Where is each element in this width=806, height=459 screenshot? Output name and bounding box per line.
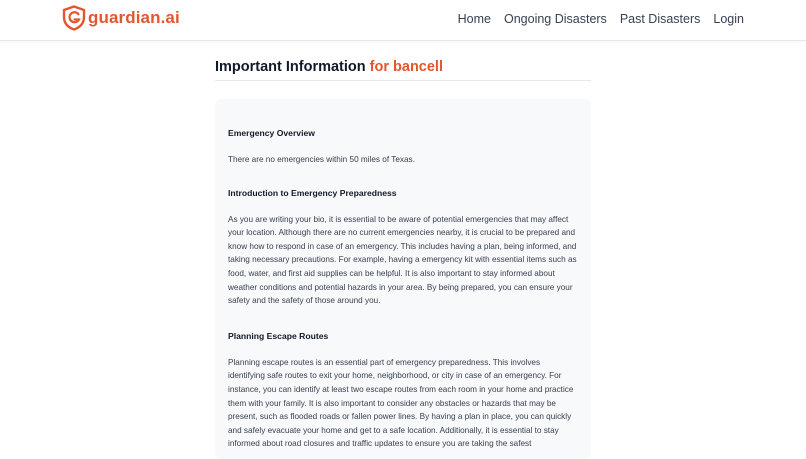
shield-icon — [62, 5, 86, 31]
brand-logo[interactable] — [62, 5, 180, 31]
nav-ongoing-disasters[interactable]: Ongoing Disasters — [503, 12, 607, 26]
page-title-user: for bancell — [369, 59, 443, 75]
page-title-text: Important Information — [215, 59, 366, 75]
navbar — [0, 0, 806, 41]
main-nav — [458, 12, 744, 26]
section-body: There are no emergencies within 50 miles of Texas. — [228, 155, 415, 164]
section-escape-routes — [228, 330, 579, 451]
section-heading: Planning Escape Routes — [228, 330, 329, 341]
section-body: As you are writing your bio, it is essential to be aware of potential emergencies that may affect your location. Although there are no current emergencies nearby, it is crucial to be prepared and know how to respond in case of an emergency. This includes having a plan, being informed, and taking necessary precautions. For example, having a emergency kit with essential items such as food, water, and first aid supplies can be helpful. It is also important to stay informed about weather conditions and potential hazards in your area. By being prepared, you can ensure your safety and the safety of those around you. — [228, 214, 577, 306]
nav-login[interactable]: Login — [713, 12, 744, 26]
brand-name: guardian.ai — [88, 8, 180, 27]
nav-home[interactable]: Home — [457, 12, 491, 26]
main-content — [215, 56, 591, 459]
section-heading: Introduction to Emergency Preparedness — [228, 187, 397, 198]
info-card — [215, 99, 591, 459]
page-title — [215, 59, 591, 81]
section-heading: Emergency Overview — [228, 128, 315, 138]
section-introduction — [228, 187, 579, 308]
section-body: Planning escape routes is an essential part of emergency preparedness. This involves identifying safe routes to exit your home, neighborhood, or city in case of an emergency. For instance, you can identify at least two escape routes from each room in your home and practice them with your family. It is also important to consider any obstacles or hazards that may be present, such as flooded roads or fallen power lines. By having a plan in place, you can quickly and safely evacuate your home and get to a safe location. Additionally, it is essential to stay informed about road closures and traffic updates to ensure you are taking the safest — [228, 357, 574, 449]
nav-past-disasters[interactable]: Past Disasters — [619, 12, 701, 26]
section-emergency-overview — [228, 127, 579, 167]
